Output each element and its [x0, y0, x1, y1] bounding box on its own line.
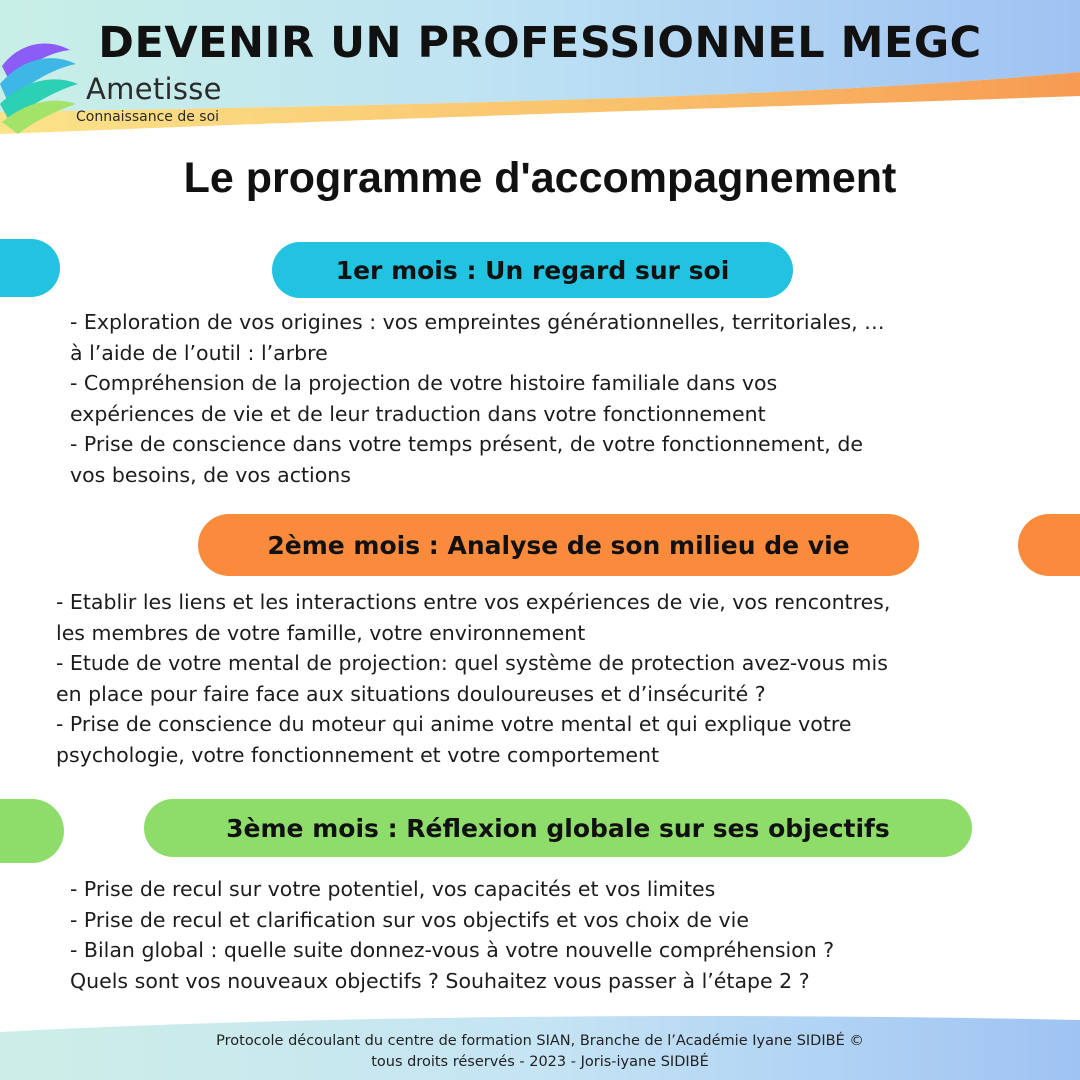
section-2-side-tab [1018, 514, 1080, 576]
section-1-side-tab [0, 239, 60, 297]
section-1-heading: 1er mois : Un regard sur soi [272, 242, 793, 298]
page-title: DEVENIR UN PROFESSIONNEL MEGC [98, 18, 982, 68]
section-2-line: les membres de votre famille, votre environnement [56, 620, 586, 645]
section-3-heading: 3ème mois : Réflexion globale sur ses objectifs [144, 799, 972, 857]
section-3-line: - Prise de recul sur votre potentiel, vos capacités et vos limites [70, 877, 716, 901]
section-2-line: - Prise de conscience du moteur qui anime votre mental et qui explique votre [56, 712, 852, 737]
section-2-line: - Etude de votre mental de projection: quel système de protection avez-vous mis [56, 651, 888, 676]
section-3-line: - Prise de recul et clarification sur vos objectifs et vos choix de vie [70, 907, 749, 932]
section-1-line: expériences de vie et de leur traduction dans votre fonctionnement [70, 401, 766, 426]
section-2-list [56, 587, 890, 771]
section-1-list [70, 307, 885, 491]
section-3-list [70, 874, 834, 996]
section-3-side-tab [0, 799, 64, 863]
section-3-line: - Bilan global : quelle suite donnez-vous à votre nouvelle compréhension ? [70, 938, 835, 963]
section-3-line: Quels sont vos nouveaux objectifs ? Souhaitez vous passer à l’étape 2 ? [70, 968, 810, 993]
section-1-line: à l’aide de l’outil : l’arbre [70, 340, 328, 365]
section-2-line: en place pour faire face aux situations douloureuses et d’insécurité ? [56, 681, 766, 706]
section-1-line: - Prise de conscience dans votre temps présent, de votre fonctionnement, de [70, 432, 863, 457]
program-subtitle: Le programme d'accompagnement [183, 154, 897, 202]
footer-copyright [0, 1031, 1080, 1073]
section-2-line: psychologie, votre fonctionnement et votre comportement [56, 742, 660, 767]
section-2-line: - Etablir les liens et les interactions entre vos expériences de vie, vos rencontres, [56, 590, 891, 614]
footer-line-2: tous droits réservés - 2023 - Joris-iyane SIDIBÉ [371, 1054, 709, 1070]
section-1-line: vos besoins, de vos actions [70, 462, 351, 487]
section-1-line: - Exploration de vos origines : vos empreintes générationnelles, territoriales, … [70, 310, 885, 334]
section-1-line: - Compréhension de la projection de votre histoire familiale dans vos [70, 371, 778, 396]
logo-tagline: Connaissance de soi [76, 109, 220, 125]
logo-name: Ametisse [86, 72, 222, 106]
footer-line-1: Protocole découlant du centre de formation SIAN, Branche de l’Académie Iyane SIDIBÉ © [216, 1033, 864, 1049]
section-2-heading: 2ème mois : Analyse de son milieu de vie [198, 514, 919, 576]
